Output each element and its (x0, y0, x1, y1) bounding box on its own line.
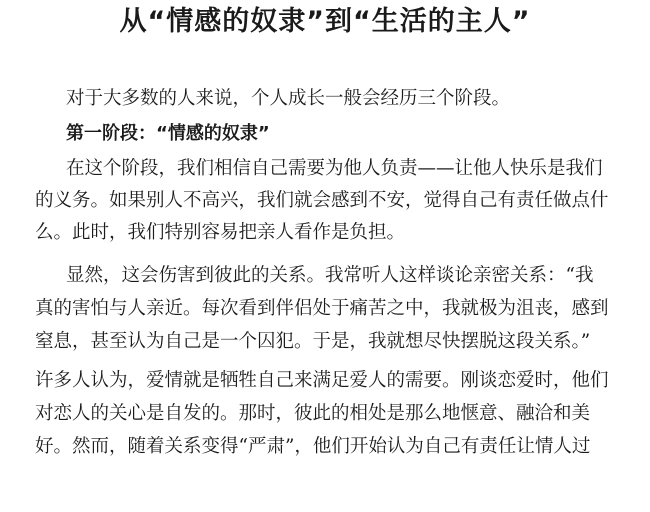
body-line: 显然，这会伤害到彼此的关系。我常听人这样谈论亲密关系：“我 (66, 265, 594, 286)
body-line: 真的害怕与人亲近。每次看到伴侣处于痛苦之中，我就极为沮丧，感到 (35, 298, 609, 319)
body-line: 许多人认为，爱情就是牺牲自己来满足爱人的需要。刚谈恋爱时，他们 (35, 370, 609, 391)
stage-heading: 第一阶段：“情感的奴隶” (66, 123, 270, 144)
document-title: 从“情感的奴隶”到“生活的主人” (119, 6, 531, 37)
intro-paragraph: 对于大多数的人来说，个人成长一般会经历三个阶段。 (66, 88, 511, 109)
body-line: 窒息，甚至认为自己是一个囚犯。于是，我就想尽快摆脱这段关系。” (35, 331, 591, 352)
body-line: 在这个阶段，我们相信自己需要为他人负责——让他人快乐是我们 (66, 158, 603, 179)
body-line: 么。此时，我们特别容易把亲人看作是负担。 (35, 222, 406, 243)
body-line: 好。然而，随着关系变得“严肃”，他们开始认为自己有责任让情人过 (35, 436, 591, 457)
body-line: 的义务。如果别人不高兴，我们就会感到不安，觉得自己有责任做点什 (35, 190, 609, 211)
body-line: 对恋人的关心是自发的。那时，彼此的相处是那么地惬意、融洽和美 (35, 403, 591, 424)
